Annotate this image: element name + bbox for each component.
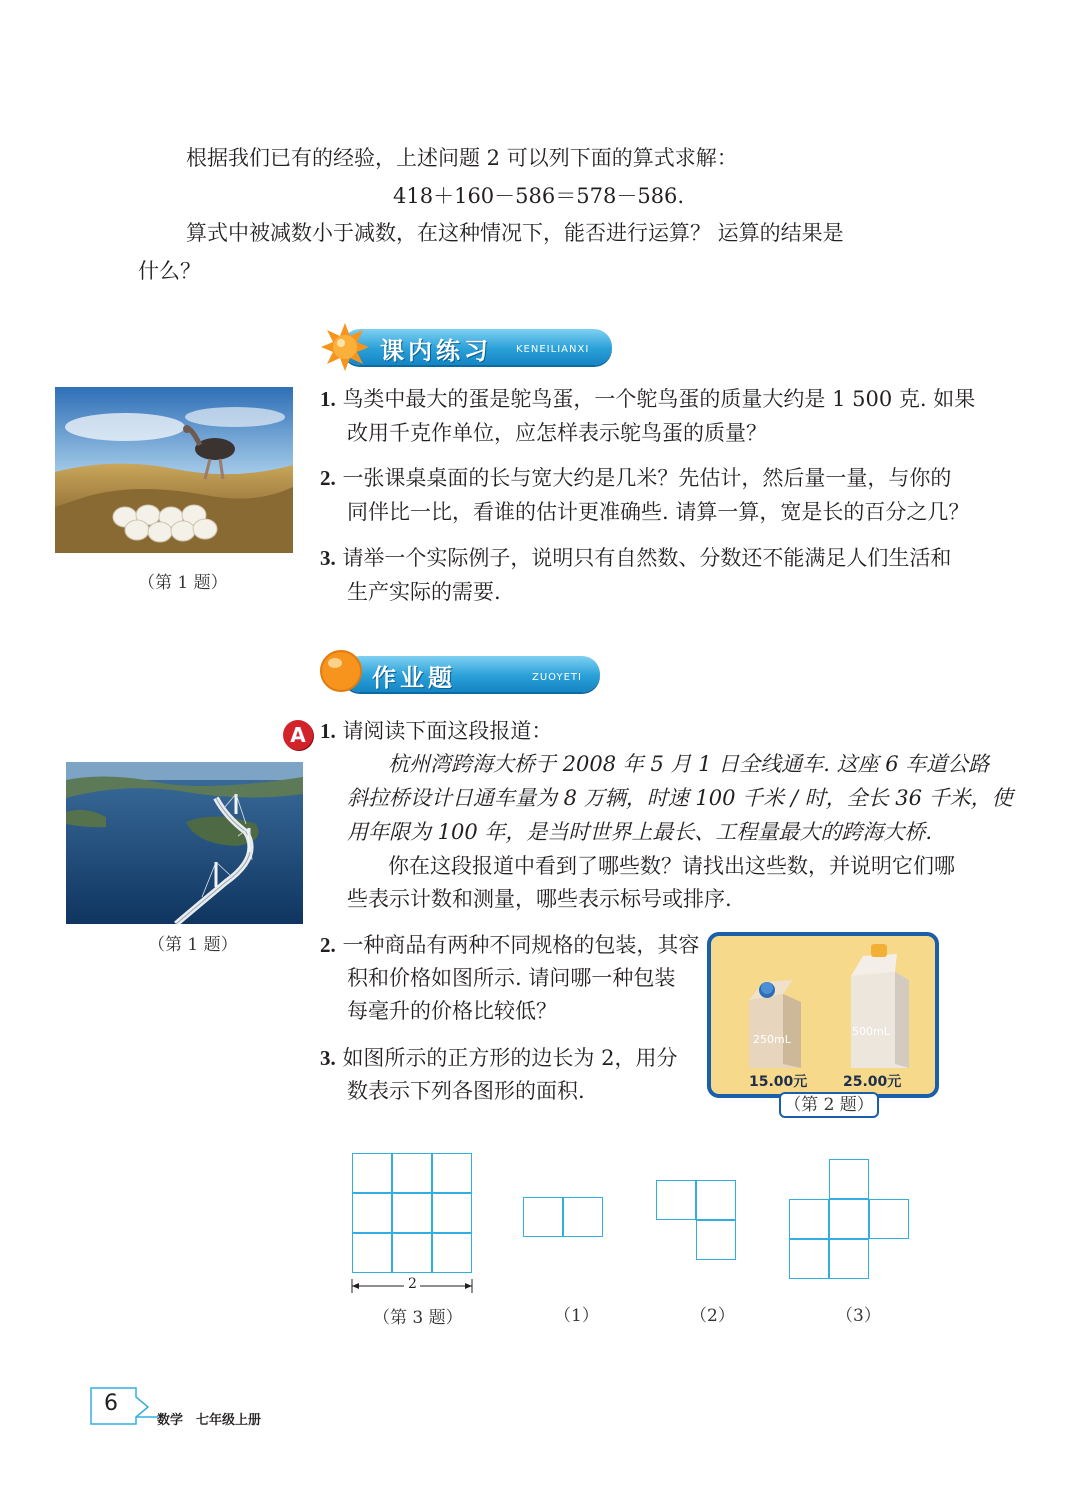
homework-banner: [318, 648, 608, 698]
sun-icon: [320, 322, 370, 372]
grid-figure-3: [789, 1159, 913, 1283]
grid-main-square: [352, 1153, 476, 1277]
grid-figure-2-caption: （2）: [690, 1306, 735, 1326]
grid-main-caption: （第 3 题）: [373, 1308, 463, 1328]
page-number-frame: [90, 1387, 160, 1425]
package-caption: （第 2 题）: [779, 1092, 879, 1118]
homework-q1: [320, 716, 552, 746]
grid-cell: [829, 1159, 869, 1199]
practice-item-1-line1: 鸟类中最大的蛋是鸵鸟蛋，一个鸵鸟蛋的质量大约是 1 500 克. 如果: [342, 387, 976, 411]
grid-cell: [392, 1153, 432, 1193]
practice-item-1-num: 1.: [320, 387, 336, 411]
large-volume-label: 500mL: [852, 1025, 890, 1038]
report-line-1: 杭州湾跨海大桥于 2008 年 5 月 1 日全线通车. 这座 6 车道公路: [388, 752, 990, 776]
level-a-badge: A: [283, 720, 313, 750]
intro-line-1: 根据我们已有的经验，上述问题 2 可以列下面的算式求解：: [186, 146, 738, 170]
large-carton-icon: [845, 942, 915, 1070]
small-price-label: 15.00元: [749, 1074, 808, 1090]
grid-cell: [432, 1153, 472, 1193]
package-figure: [707, 932, 939, 1098]
ostrich-caption: （第 1 题）: [138, 573, 228, 593]
practice-item-2-line1: 一张课桌桌面的长与宽大约是几米？先估计，然后量一量，与你的: [342, 466, 952, 490]
book-title: 数学 七年级上册: [157, 1413, 262, 1428]
practice-item-3-num: 3.: [320, 546, 336, 570]
task-line-2: 些表示计数和测量，哪些表示标号或排序.: [347, 887, 732, 911]
intro-line-4: 什么？: [138, 259, 201, 283]
grid-cell: [829, 1199, 869, 1239]
report-line-3: 用年限为 100 年，是当时世界上最长、工程量最大的跨海大桥.: [347, 820, 933, 844]
grid-cell: [869, 1199, 909, 1239]
grid-cell: [432, 1233, 472, 1273]
small-volume-label: 250mL: [753, 1033, 791, 1046]
grid-cell: [352, 1153, 392, 1193]
homework-q1-prompt: 请阅读下面这段报道：: [342, 719, 553, 743]
practice-item-1-line2: 改用千克作单位，应怎样表示鸵鸟蛋的质量？: [347, 421, 767, 445]
grid-cell: [352, 1233, 392, 1273]
homework-q3-line2: 数表示下列各图形的面积.: [347, 1079, 585, 1103]
practice-title: 课内练习: [380, 337, 492, 365]
grid-cell: [352, 1193, 392, 1233]
homework-q3: [320, 1043, 677, 1106]
bridge-photo: [66, 762, 303, 924]
grid-cell: [563, 1197, 603, 1237]
practice-item-1: [320, 384, 975, 448]
homework-q2: [320, 930, 699, 1026]
grid-cell: [829, 1239, 869, 1279]
practice-item-2-line2: 同伴比一比，看谁的估计更准确些. 请算一算，宽是长的百分之几？: [347, 500, 970, 524]
practice-item-2-num: 2.: [320, 466, 336, 490]
intro-equation: 418＋160－586＝578－586.: [393, 184, 685, 208]
homework-q2-line2: 积和价格如图所示. 请问哪一种包装: [347, 966, 676, 990]
homework-q3-line1: 如图所示的正方形的边长为 2，用分: [342, 1046, 678, 1070]
grid-cell: [789, 1199, 829, 1239]
grid-figure-3-caption: （3）: [836, 1306, 881, 1326]
orange-ball-icon: [318, 648, 364, 694]
ostrich-photo: [55, 387, 293, 553]
practice-item-3-line2: 生产实际的需要.: [347, 580, 501, 604]
bridge-caption: （第 1 题）: [148, 935, 238, 955]
homework-q2-line3: 每毫升的价格比较低？: [347, 999, 557, 1023]
homework-q1-num: 1.: [320, 719, 336, 743]
grid-cell: [696, 1220, 736, 1260]
bridge-image: [66, 762, 303, 924]
dimension-label: 2: [408, 1276, 417, 1292]
practice-item-2: [320, 463, 969, 527]
grid-cell: [696, 1180, 736, 1220]
practice-subtitle: KENEILIANXI: [516, 344, 590, 355]
homework-q2-num: 2.: [320, 933, 336, 957]
ostrich-nest-image: [55, 387, 293, 553]
intro-line-3: 算式中被减数小于减数，在这种情况下，能否进行运算？ 运算的结果是: [186, 221, 844, 245]
grid-cell: [432, 1193, 472, 1233]
grid-cell: [392, 1193, 432, 1233]
practice-item-3-line1: 请举一个实际例子，说明只有自然数、分数还不能满足人们生活和: [342, 546, 952, 570]
task-line-1: 你在这段报道中看到了哪些数？请找出这些数，并说明它们哪: [388, 854, 955, 878]
grid-cell: [523, 1197, 563, 1237]
grid-figure-2: [656, 1180, 740, 1264]
homework-title: 作业题: [372, 664, 456, 692]
large-price-label: 25.00元: [843, 1074, 902, 1090]
grid-cell: [789, 1239, 829, 1279]
grid-cell: [392, 1233, 432, 1273]
report-line-2: 斜拉桥设计日通车量为 8 万辆，时速 100 千米 / 时，全长 36 千米，使: [347, 786, 1013, 810]
homework-subtitle: ZUOYETI: [532, 672, 582, 683]
homework-q2-line1: 一种商品有两种不同规格的包装，其容: [342, 933, 700, 957]
small-carton-icon: [743, 976, 807, 1070]
homework-q3-num: 3.: [320, 1046, 336, 1070]
grid-figure-1: [523, 1197, 607, 1239]
practice-banner: [320, 322, 620, 372]
practice-item-3: [320, 543, 951, 607]
grid-figure-1-caption: （1）: [554, 1306, 599, 1326]
page-number: 6: [104, 1391, 118, 1416]
grid-cell: [656, 1180, 696, 1220]
